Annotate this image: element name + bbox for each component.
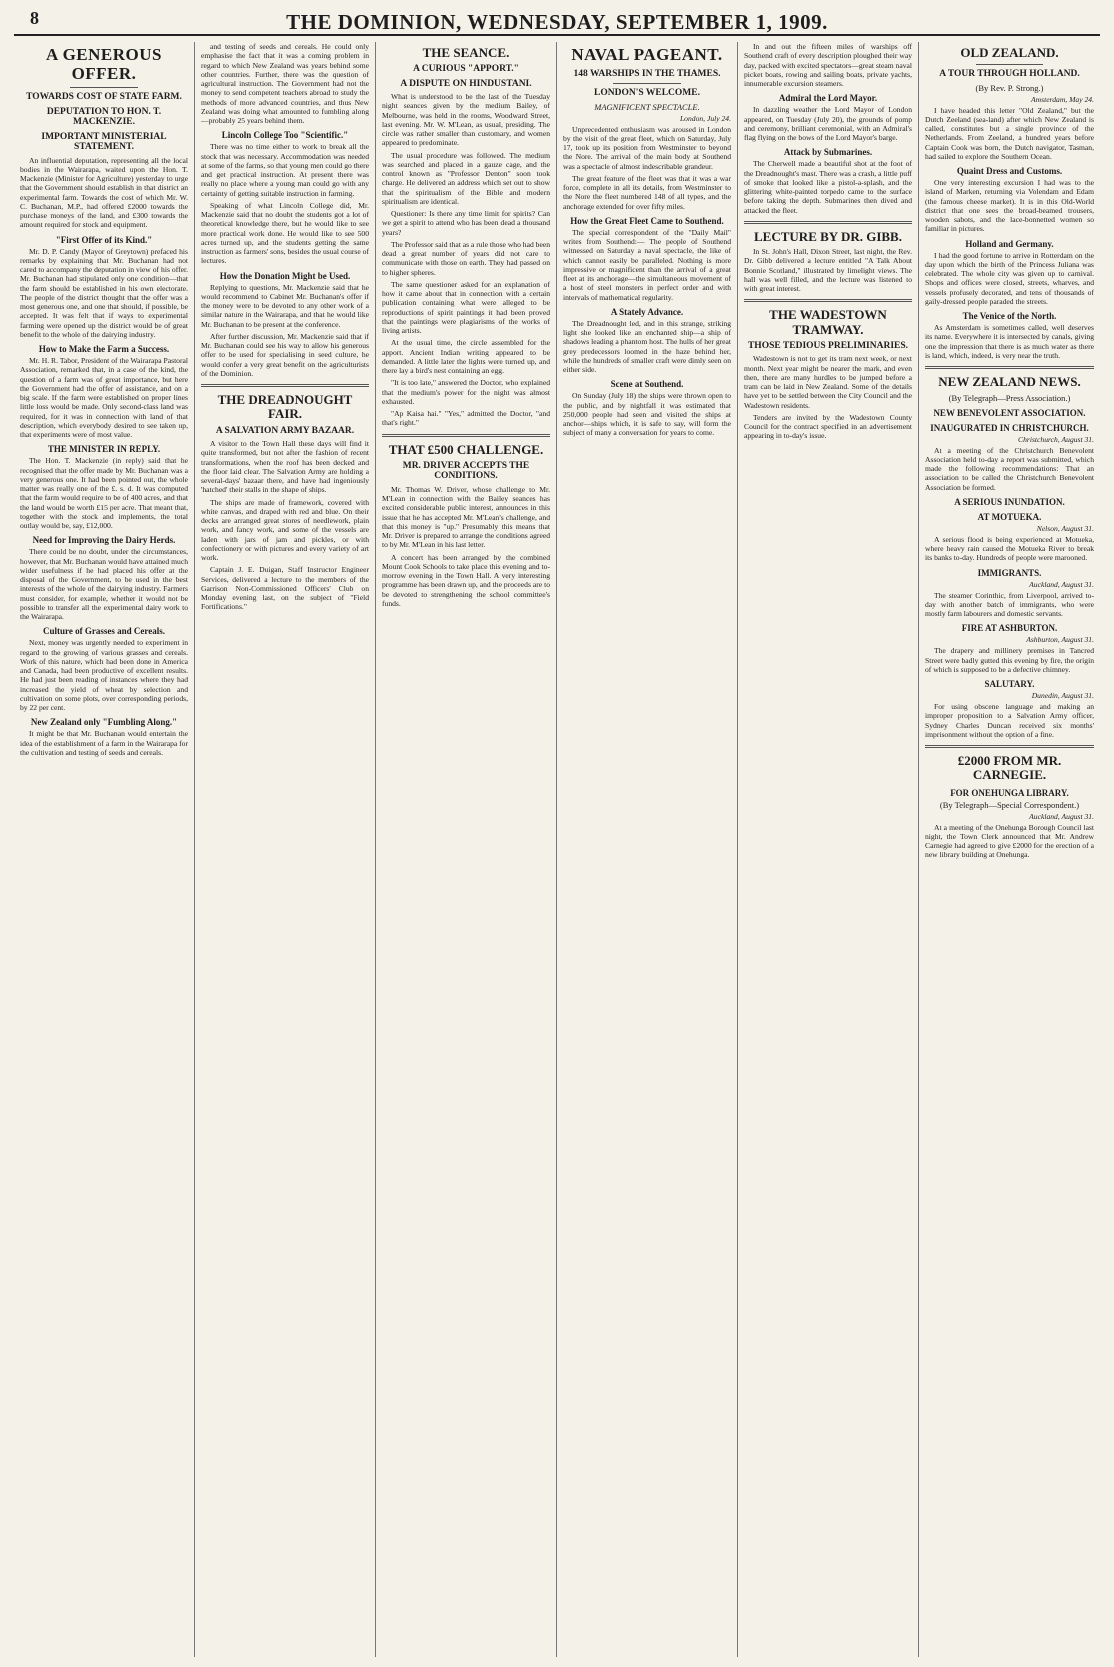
article-paragraph: Wadestown is not to get its tram next week, or next month. Next year might be nearer the mark, and even then, there are many hurdles to be jumped before a tram can be laid in New Zealand. Some of the details have yet to be settled between the City Council and the Wadestown residents.: [744, 354, 912, 410]
article-paragraph: As Amsterdam is sometimes called, well deserves its name. Everywhere it is intersected by canals, giving one the impression that there is as much water as there is land, which, indeed, is very near the truth.: [925, 323, 1094, 360]
article-headline: THE SEANCE.: [422, 45, 510, 60]
article-paragraph: The special correspondent of the "Daily Mail" writes from Southend:— The people of Southend witnessed on Saturday a naval spectacle, the like of which cannot easily be paralleled. Nothing is more impressive or magnificent than the arrival of a great fleet at its anchorage—the simultaneous movement of a host of steel monsters in perfect order and with intervals of mathematical regularity.: [563, 227, 731, 302]
page-number: 8: [30, 8, 39, 28]
section-heading: How to Make the Farm a Success.: [38, 344, 170, 355]
article-paragraph: At a meeting of the Onehunga Borough Council last night, the Town Clerk announced that Mr. Andrew Carnegie had agreed to give £2000 for the erection of a new library building at Onehunga.: [925, 822, 1094, 860]
byline: (By Telegraph—Special Correspondent.): [939, 799, 1080, 810]
section-heading: NEW BENEVOLENT ASSOCIATION.: [933, 407, 1086, 418]
article-paragraph: The Hon. T. Mackenzie (in reply) said that he recognised that the offer made by Mr. Buchanan was a very generous one. It had been pointed out, the whole matter was really one of the £. s. d. It was computed that the farm would require to be of 400 acres, and that the land would be worth £15 per acre. That meant that, together with the stock and implements, the total outlay would be, say, £12,000.: [20, 456, 188, 531]
section-heading: The Venice of the North.: [962, 311, 1057, 322]
article-paragraph: Replying to questions, Mr. Mackenzie said that he would recommend to Cabinet Mr. Buchanan's offer if the money were to be devoted to any other work of a similar nature in the Wairarapa, and that he would like Mr. Buchanan to be present at the conference.: [201, 282, 369, 329]
article-paragraph: A visitor to the Town Hall these days will find it quite transformed, but not after the fashion of recent transformations, when the roof has been decked and the floor laid clear. The Salvation Army are holding a several-days' bazaar there, and have had ingeniously 'hatched' their stalls in the shape of ships.: [201, 439, 369, 495]
section-heading: How the Donation Might be Used.: [219, 270, 351, 281]
article-subhead: TOWARDS COST OF STATE FARM.: [26, 92, 182, 103]
article-paragraph: The Professor said that as a rule those who had been dead a great number of years did not care to communicate with those on earth. They had passed on to higher spheres.: [382, 239, 551, 277]
section-heading: IMMIGRANTS.: [977, 567, 1042, 578]
article-paragraph: The great feature of the fleet was that it was a war force, complete in all its details, from Westminster to the Nore the fleet numbered 148 of all types, and the anchorage extended for over fifty miles.: [563, 173, 731, 211]
article-subhead: IMPORTANT MINISTERIAL STATEMENT.: [41, 131, 167, 153]
dateline: Auckland, August 31.: [1029, 579, 1094, 589]
article-paragraph: At the usual time, the circle assembled for the apport. Ancient Indian writing appeared to be demanded. A little later the lights were turned up, and there lay a bird's nest containing an egg.: [382, 338, 550, 376]
masthead: [14, 8, 1100, 36]
article-subhead: MR. DRIVER ACCEPTS THE CONDITIONS.: [402, 460, 530, 482]
newspaper-title: THE DOMINION, WEDNESDAY, SEPTEMBER 1, 1909.: [286, 10, 828, 34]
article-subhead: A SALVATION ARMY BAZAAR.: [215, 425, 355, 436]
section-heading: FIRE AT ASHBURTON.: [961, 623, 1058, 634]
article-paragraph: I have headed this letter "Old Zealand," but the Dutch Zeeland (sea-land) after which New Zealand is called, constitutes but a single province of the Netherlands. From Zeeland, a hundred years before Captain Cook was born, the Dutch navigator, Tasman, had sailed to explore the Southern Ocean.: [925, 105, 1094, 161]
article-paragraph: The Cherwell made a beautiful shot at the foot of the Dreadnought's mast. There was a crash, a little puff of smoke that looked like a pistol-a-splash, and the glittering white-painted torpedo came to the surface before taking the depth. Submarines then dived and attacked the fleet.: [744, 159, 912, 215]
article-paragraph: A serious flood is being experienced at Motueka, where heavy rain caused the Motueka River to break its banks to-day. Hundreds of people were marooned.: [925, 534, 1094, 563]
section-heading: Holland and Germany.: [965, 238, 1054, 249]
article-paragraph: On Sunday (July 18) the ships were thrown open to the public, and by nightfall it was estimated that 250,000 people had seen and visited the ships at anchor—ships which, it is safe to say, will form the subject of many a conversation for years to come.: [563, 391, 731, 438]
section-heading: A SERIOUS INUNDATION.: [954, 496, 1065, 507]
section-heading: A Stately Advance.: [610, 306, 684, 317]
article-paragraph: Questioner: Is there any time limit for spirits? Can we get a spirit to attend who has been dead a thousand years?: [382, 209, 550, 237]
article-paragraph: Captain J. E. Duigan, Staff Instructor Engineer Services, delivered a lecture to the members of the Garrison Non-Commissioned Officers' Club on Monday evening last, on the subject of "Field Fortifications.": [201, 565, 369, 612]
section-heading: Culture of Grasses and Cereals.: [43, 626, 165, 637]
article-paragraph: The ships are made of framework, covered with white canvas, and draped with red and blue. On their decks are arranged great stores of needlework, plain work, and fancy work, and some of the vessels are laden with jars of jam and pickles, or with confectionery or with pictures and every variety of art work.: [201, 497, 369, 563]
byline: (By Telegraph—Press Association.): [948, 392, 1071, 403]
article-headline: A GENEROUS OFFER.: [46, 45, 162, 83]
section-heading: Scene at Southend.: [610, 379, 684, 390]
column-2: [195, 42, 376, 1657]
article-paragraph: The Dreadnought led, and in this strange, striking light she looked like an enchanted ship—a ship of shadows leading a phantom host. The hulls of her great grey predecessors loomed in the haze behind her, while the hundreds of smaller craft were dimly seen on either side.: [563, 318, 731, 375]
article-paragraph: and testing of seeds and cereals. He could only emphasise the fact that it was a coming problem in regard to which New Zealand was years behind some other countries. Further, there was the question of agricultural instruction. The Government had not the money to send competent teachers abroad to study the methods of more advanced countries, and thus New Zealand was doing what amounted to fumbling along—probably 25 years behind them.: [201, 42, 369, 125]
article-subhead: A CURIOUS "APPORT.": [413, 64, 519, 75]
dateline: Christchurch, August 31.: [1018, 434, 1094, 444]
article-paragraph: Tenders are invited by the Wadestown County Council for the contract specified in an advertisement appearing in to-day's issue.: [744, 412, 912, 441]
byline: (By Rev. P. Strong.): [975, 82, 1044, 93]
article-headline: THAT £500 CHALLENGE.: [388, 441, 544, 457]
article-paragraph: The same questioner asked for an explanation of how it came about that in connection with a certain publication containing what were alleged to be reproductions of spirit paintings it had been proved that the paintings were plagiarisms of the works of living artists.: [382, 279, 550, 336]
article-paragraph: Speaking of what Lincoln College did, Mr. Mackenzie said that no doubt the students got a lot of theoretical knowledge there, but he would like to see more practical work done. He would like to see 500 acres turned up, and the students getting the same instruction as farmers' sons, besides the usual course of lectures.: [201, 200, 369, 266]
dateline: London, July 24.: [679, 113, 731, 123]
column-5: [738, 42, 919, 1657]
article-paragraph: At a meeting of the Christchurch Benevolent Association held to-day a report was submitted, which made the following recommendations: That an association to be called the Christchurch Benevolent Association be formed.: [925, 445, 1094, 492]
column-3: [376, 42, 557, 1657]
article-paragraph: The usual procedure was followed. The medium was searched and placed in a gauze cage, and the control known as "Professor Denton" soon took charge. He delivered an address which set out to show that the spiritualism of the Bible and modern spiritualism are identical.: [382, 150, 550, 206]
article-paragraph: An influential deputation, representing all the local bodies in the Wairarapa, waited upon the Hon. T. Mackenzie (Minister for Agriculture) yesterday to urge that the Government should establish in that district an experimental farm. Towards the cost of which Mr. W. C. Buchanan, M.P., had offered £2000 towards the purchase moneys of the land, and £300 towards the amount required for stock and equipment.: [20, 155, 188, 230]
section-heading: How the Great Fleet Came to Southend.: [570, 215, 724, 226]
section-heading: "First Offer of its Kind.": [55, 234, 153, 245]
article-paragraph: For using obscene language and making an improper proposition to a Salvation Army officer, Sydney Charles Duncan received six months' imprisonment without the option of a fine.: [925, 702, 1094, 739]
article-paragraph: The steamer Corinthic, from Liverpool, arrived to-day with another batch of immigrants, who were mostly farm labourers and domestic servants.: [925, 590, 1094, 619]
section-heading: AT MOTUEKA.: [977, 511, 1042, 522]
article-paragraph: I had the good fortune to arrive in Rotterdam on the day upon which the birth of the Princess Juliana was celebrated. The whole city was given up to carnival. Shops and offices were closed, streets, wharves, and vessels profusely decorated, and tens of thousands of gaily-dressed people paraded the streets.: [925, 250, 1094, 306]
article-subhead: DEPUTATION TO HON. T. MACKENZIE.: [46, 106, 162, 128]
section-heading: Admiral the Lord Mayor.: [778, 93, 878, 104]
article-paragraph: Next, money was urgently needed to experiment in regard to the growing of various grasses and cereals. Work of this nature, which had been done in America and Canada, had been productive of excellent results. He had just been reading of instances where they had increased the yield of wheat by selection and cultivation on some plots, over corresponding periods, by 22 per cent.: [20, 638, 188, 713]
dateline: Auckland, August 31.: [1029, 811, 1094, 821]
article-paragraph: Unprecedented enthusiasm was aroused in London by the visit of the great fleet, which on Saturday, July 17, took up its position from Westminster to beyond the Nore. The arrival of the main body at Southend was a spectacle of almost indescribable grandeur.: [563, 124, 731, 171]
article-paragraph: Mr. Thomas W. Driver, whose challenge to Mr. M'Lean in connection with the Bailey seances has excited considerable public interest, announces in this issue that he has accepted Mr. M'Lean's challenge, and that this money is "up." Presumably this means that Mr. Driver is prepared to arrange the conditions agreed to by Mr. M'Lean in his last letter.: [382, 484, 550, 550]
article-headline: OLD ZEALAND.: [960, 45, 1059, 60]
section-heading: INAUGURATED IN CHRISTCHURCH.: [930, 422, 1089, 433]
section-heading: Lincoln College Too "Scientific.": [221, 130, 349, 141]
article-paragraph: A concert has been arranged by the combined Mount Cook Schools to take place this evening and to-morrow evening in the Town Hall. A very interesting programme has been drawn up, and the proceeds are to be devoted to strengthening the school committee's funds.: [382, 552, 550, 608]
section-heading: New Zealand only "Fumbling Along.": [30, 717, 178, 728]
article-subhead: A DISPUTE ON HINDUSTANI.: [400, 78, 532, 89]
article-subhead: A TOUR THROUGH HOLLAND.: [939, 69, 1080, 80]
article-subhead: MAGNIFICENT SPECTACLE.: [594, 101, 700, 112]
article-paragraph: In and out the fifteen miles of warships off Southend craft of every description ploughed their way day, packed with excited spectators—great steam naval picket boats, rowing and sailing boats, private yachts, innumerable excursion steamers.: [744, 42, 912, 88]
article-headline: LECTURE BY DR. GIBB.: [754, 228, 902, 244]
section-heading: SALUTARY.: [984, 679, 1035, 690]
article-headline: NEW ZEALAND NEWS.: [938, 374, 1081, 390]
column-1: [14, 42, 195, 1657]
article-subhead: LONDON'S WELCOME.: [594, 88, 700, 99]
dateline: Amsterdam, May 24.: [1031, 94, 1094, 104]
article-headline: THE DREADNOUGHT FAIR.: [217, 392, 353, 422]
article-subhead: 148 WARSHIPS IN THE THAMES.: [573, 68, 721, 79]
article-paragraph: One very interesting excursion I had was to the island of Marken, returning via Volendam and Edam (the famous cheese market). It is in this Old-World district that one sees the broad-beamed trousers, wooden sabots, and the lace-bonnetted women so familiar in pictures.: [925, 178, 1094, 234]
article-subhead: THOSE TEDIOUS PRELIMINARIES.: [747, 340, 909, 351]
section-heading: THE MINISTER IN REPLY.: [47, 444, 161, 455]
section-heading: Quaint Dress and Customs.: [956, 166, 1063, 177]
section-heading: Attack by Submarines.: [783, 147, 873, 158]
section-heading: FOR ONEHUNGA LIBRARY.: [950, 787, 1069, 798]
dateline: Ashburton, August 31.: [1026, 635, 1094, 645]
article-paragraph: What is understood to be the last of the Tuesday night seances given by the medium Bailey, of Melbourne, was held in the rooms, Woodward Street, last evening. Mr. W. M'Lean, as usual, presiding. The circle was rather smaller than customary, and women appeared to predominate.: [382, 92, 550, 148]
article-paragraph: It might be that Mr. Buchanan would entertain the idea of the establishment of a farm in the Wairarapa for the cultivation and testing of seeds and cereals.: [20, 729, 188, 757]
section-heading: Need for Improving the Dairy Herds.: [32, 535, 176, 546]
article-headline: THE WADESTOWN TRAMWAY.: [769, 307, 887, 337]
article-paragraph: There was no time either to work to break all the stock that was necessary. Accommodation was needed at some of the farms, so that young men could go there and get practical instruction. At present there was really no place where a young man could go with any certainty of getting suitable instruction in farming.: [201, 142, 369, 198]
dateline: Dunedin, August 31.: [1031, 691, 1094, 701]
article-paragraph: In St. John's Hall, Dixon Street, last night, the Rev. Dr. Gibb delivered a lecture entitled "A Talk About Bonnie Scotland," illustrated by limelight views. The hall was well filled, and the lecture was listened to with great interest.: [744, 247, 912, 294]
article-paragraph: "Ap Kaisa hai." "Yes," admitted the Doctor, "and that's right.": [382, 409, 550, 428]
columns: [14, 42, 1100, 1657]
article-paragraph: "It is too late," answered the Doctor, who explained that the medium's power for the night was almost exhausted.: [382, 378, 550, 406]
article-paragraph: The drapery and millinery premises in Tancred Street were badly gutted this evening by fire, the origin of which is supposed to be a defective chimney.: [925, 646, 1094, 674]
column-6: [919, 42, 1100, 1657]
article-paragraph: After further discussion, Mr. Mackenzie said that if Mr. Buchanan could see his way to allow his generous offer to be used for specialising in seed culture, he would confer a very great benefit on the agriculturists of the Dominion.: [201, 331, 369, 378]
dateline: Nelson, August 31.: [1036, 523, 1094, 533]
article-paragraph: In dazzling weather the Lord Mayor of London appeared, on Tuesday (July 20), the grounds of pomp and ceremony, brilliant ceremonial, with an Admiral's flag flying on the bows of the Lord Mayor's barge.: [744, 105, 912, 142]
column-4: [557, 42, 738, 1657]
article-headline: NAVAL PAGEANT.: [571, 45, 723, 64]
article-headline: £2000 FROM MR. CARNEGIE.: [957, 753, 1062, 783]
article-paragraph: Mr. D. P. Candy (Mayor of Greytown) prefaced his remarks by explaining that Mr. Buchanan had not cared to accompany the deputation in view of his offer. Mr. Buchanan had stipulated only one condition—that the farm should be established in his own electorate. The people of the district thought that the offer was a most generous one, and one that should, if possible, be accepted. It was felt that if ways to experimental farming were opened up the district would be of great benefit to the whole of the dairying industry.: [20, 246, 188, 339]
article-paragraph: Mr. H. R. Tabor, President of the Wairarapa Pastoral Association, remarked that, in a case of the kind, the question of a farm was of great importance, but here the Government had the offer of assistance, and on a big scale. If the farm were established on proper lines little loss would be made. Only second-class land was required, for it was in connection with land of that description, which everybody desired to see taken up, that experiments were of most value.: [20, 356, 188, 440]
article-paragraph: There could be no doubt, under the circumstances, however, that Mr. Buchanan would have attained much wider usefulness if he had placed his offer at the disposal of the Government, to be used in the best interests of the whole of the dairying industry. Farmers must consider, for example, whether it would not be possible to transfer all the experimental dairy work to the Wairarapa.: [20, 547, 188, 622]
